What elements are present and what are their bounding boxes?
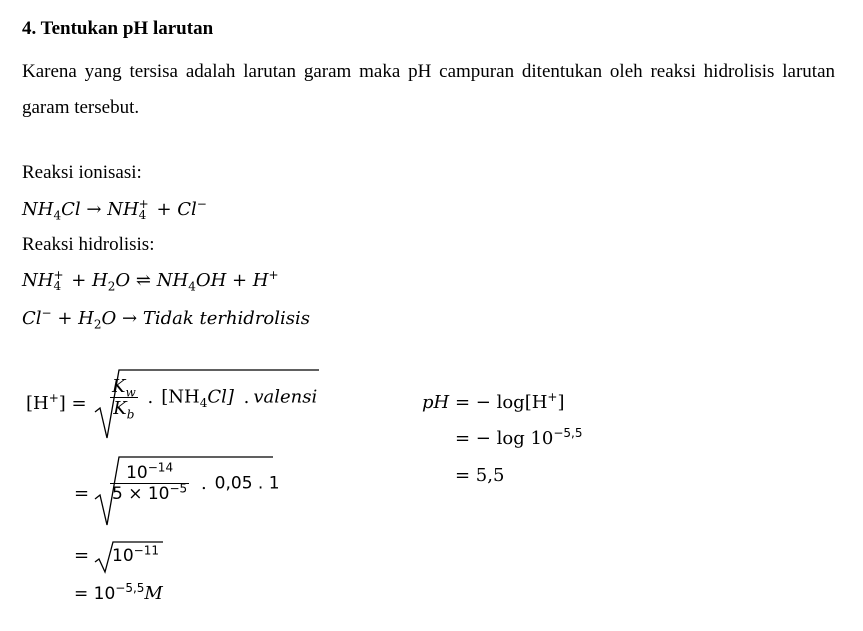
arrow: → [86,199,102,220]
sqrt-content-2 [110,460,280,504]
neg-log: = − log[H [454,392,548,413]
ph-line-3: = 5,5 [455,465,505,486]
h-sup: + [48,391,59,405]
no-hydrolysis-text: Tidak terhidrolisis [142,308,311,329]
reactant-nh: NH [22,199,54,220]
bracket-h: [H [26,393,49,414]
exp: −11 [133,543,159,558]
conc-sub: 4 [199,396,208,411]
nh4: NH [22,270,54,291]
bracket-close-eq: ] = [58,393,87,414]
h-plus: + [268,268,279,282]
hydrolysis-equation-2 [22,306,311,332]
plus-h2o: + H [57,308,94,329]
kb-sub: b [126,407,135,422]
conc-value: 0,05 . 1 [214,473,280,494]
sup: + [138,197,149,211]
product-nh4-scripts [139,199,149,221]
ph: pH [422,392,450,413]
h-sup: + [547,390,558,404]
h-conc-lhs [26,393,87,414]
equilibrium-arrow: ⇌ [135,270,151,291]
dot: . [243,386,250,408]
h2o-sub: 2 [107,279,116,294]
neg-log-ten: = − log 10 [455,428,554,449]
h2o-o: O [101,308,117,329]
kw-sub: w [125,385,136,400]
hydrolysis-equation-1 [22,270,279,292]
kb: K [113,398,127,419]
den-sup: −5 [169,481,188,496]
section-heading: 4. Tentukan pH larutan [22,18,214,39]
den: 5 × 10 [112,484,170,504]
exp: −5,5 [553,426,583,440]
nh4oh-sub: 4 [188,279,196,294]
bracket-close: ] [557,392,565,413]
dot: . [200,472,207,494]
sqrt-content-3 [112,543,159,566]
hydrolysis-label: Reaksi hidrolisis: [22,234,155,255]
h2o-o: O [115,270,131,291]
base: 10 [112,546,134,566]
reactant-sub: 4 [53,208,62,223]
product-nh4: NH [107,199,139,220]
nh4oh: NH [156,270,189,291]
ph-line-1 [422,392,565,413]
dot: . [147,386,154,408]
product-cl: Cl [177,199,197,220]
h2o-sub: 2 [93,317,102,332]
eq-sign-3: = [74,545,90,566]
ionization-label: Reaksi ionisasi: [22,162,142,183]
sup: + [53,268,64,282]
reactant-cl: Cl [61,199,81,220]
num: 10 [126,463,148,483]
unit: M [144,583,163,604]
cl-sup: − [196,197,207,211]
conc-close: Cl] [207,386,234,408]
sub: 4 [53,279,62,293]
kw-over-kb [110,376,138,422]
result-exp: −5,5 [115,581,145,595]
result-base: = 10 [74,584,116,604]
ph-line-2 [455,428,583,449]
h-conc-result [74,583,163,604]
ionization-equation [22,199,207,221]
sub: 4 [138,208,147,222]
eq-sign-2: = [74,483,90,504]
kw: K [112,376,126,397]
valensi: valensi [253,386,318,408]
num-sup: −14 [147,460,174,475]
sqrt-content-1 [110,376,318,422]
cl: Cl [22,308,42,329]
intro-paragraph: Karena yang tersisa adalah larutan garam maka pH campuran ditentukan oleh reaksi hidrolisis larutan garam tersebut. [22,61,835,118]
nh4oh-tail: OH + H [195,270,269,291]
kw-kb-values [110,460,189,504]
nh4-scripts [53,270,63,292]
conc-open: [NH [161,386,200,408]
arrow: → [121,308,138,329]
plus: + [156,199,172,220]
cl-sup: − [41,306,52,320]
plus-h2o: + H [71,270,108,291]
